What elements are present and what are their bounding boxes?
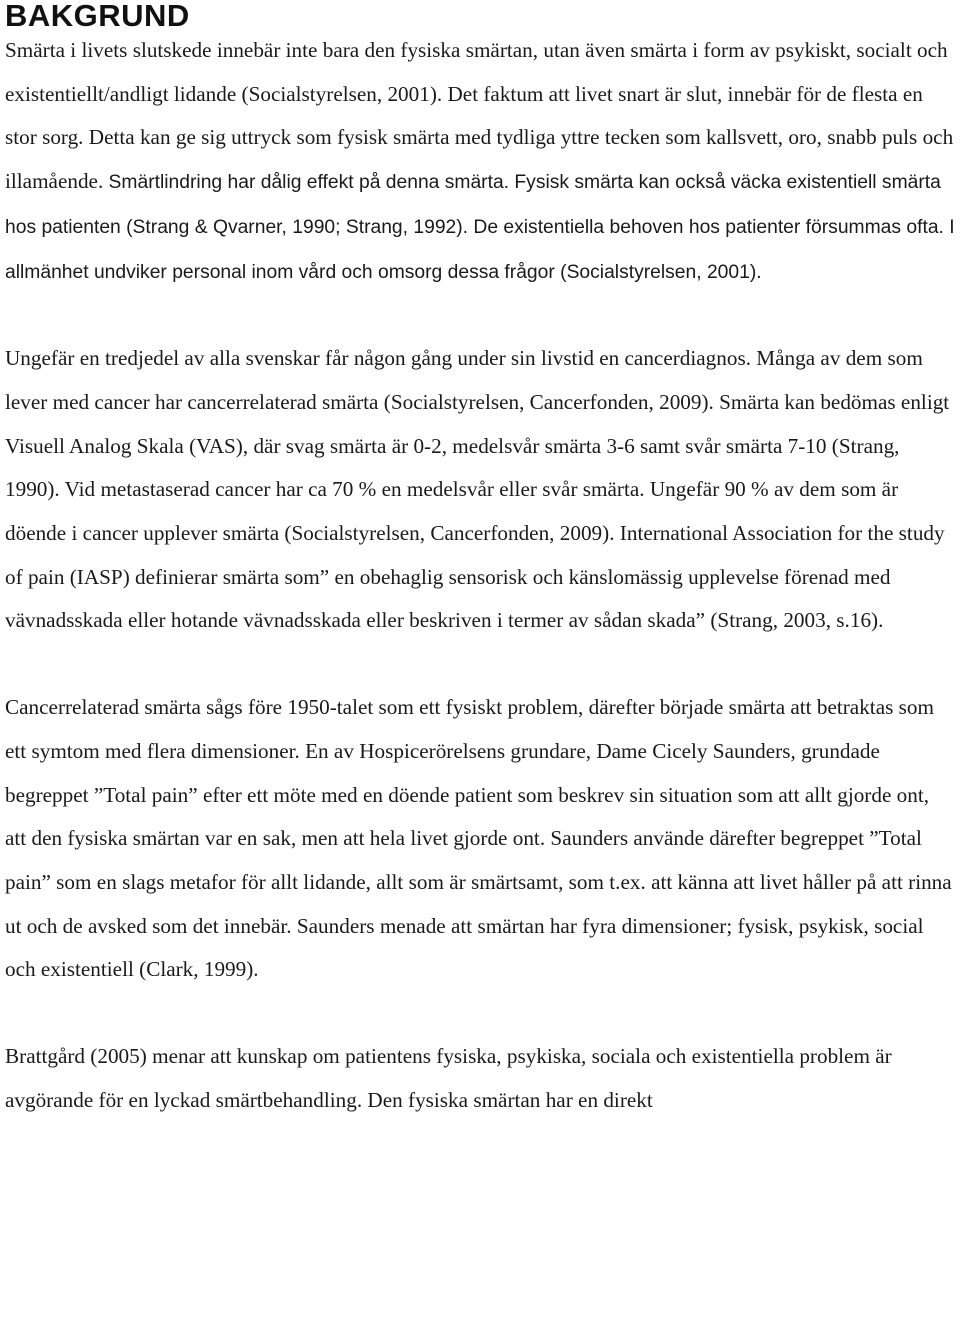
paragraph-1-sans-part: Smärtlindring har dålig effekt på denna smärta. Fysisk smärta kan också väcka existentiell smärta hos patienten (Strang & Qvarner, 1990; Strang, 1992). De existentiella behoven hos patienter försummas ofta. I allmänhet undviker personal inom vård och omsorg dessa frågor (Socialstyrelsen, 2001). [5, 172, 955, 283]
paragraph-3: Cancerrelaterad smärta sågs före 1950-talet som ett fysiskt problem, därefter började smärta att betraktas som ett symtom med flera dimensioner. En av Hospicerörelsens grundare, Dame Cicely Saunders, grundade begreppet ”Total pain” efter ett möte med en döende patient som beskrev sin situation som att allt gjorde ont, att den fysiska smärtan var en sak, men att hela livet gjorde ont. Saunders använde därefter begreppet ”Total pain” som en slags metafor för allt lidande, allt som är smärtsamt, som t.ex. att känna att livet håller på att rinna ut och de avsked som det innebär. Saunders menade att smärtan har fyra dimensioner; fysisk, psykisk, social och existentiell (Clark, 1999). [5, 695, 952, 982]
paragraph-2: Ungefär en tredjedel av alla svenskar får någon gång under sin livstid en cancerdiagnos. Många av dem som lever med cancer har cancerrelaterad smärta (Socialstyrelsen, Cancerfonden, 2009). Smärta kan bedömas enligt Visuell Analog Skala (VAS), där svag smärta är 0-2, medelsvår smärta 3-6 samt svår smärta 7-10 (Strang, 1990). Vid metastaserad cancer har ca 70 % en medelsvår eller svår smärta. Ungefär 90 % av dem som är döende i cancer upplever smärta (Socialstyrelsen, Cancerfonden, 2009). International Association for the study of pain (IASP) definierar smärta som” en obehaglig sensorisk och känslomässig upplevelse förenad med vävnadsskada eller hotande vävnadsskada eller beskriven i termer av sådan skada” (Strang, 2003, s.16). [5, 346, 950, 633]
paragraph-1 [5, 29, 955, 294]
paragraph-1-serif-part: Smärta i livets slutskede innebär inte bara den fysiska smärtan, utan även smärta i form av psykiskt, socialt och existentiellt/andligt lidande (Socialstyrelsen, 2001). Det faktum att livet snart är slut, innebär för de flesta en stor sorg. Detta kan ge sig uttryck som fysisk smärta med tydliga yttre tecken som kallsvett, oro, snabb puls och illamående. [5, 38, 954, 194]
paragraph-4: Brattgård (2005) menar att kunskap om patientens fysiska, psykiska, sociala och existentiella problem är avgörande för en lyckad smärtbehandling. Den fysiska smärtan har en direkt [5, 1044, 892, 1112]
document-page [5, 0, 955, 1122]
section-heading: BAKGRUND [5, 0, 190, 33]
